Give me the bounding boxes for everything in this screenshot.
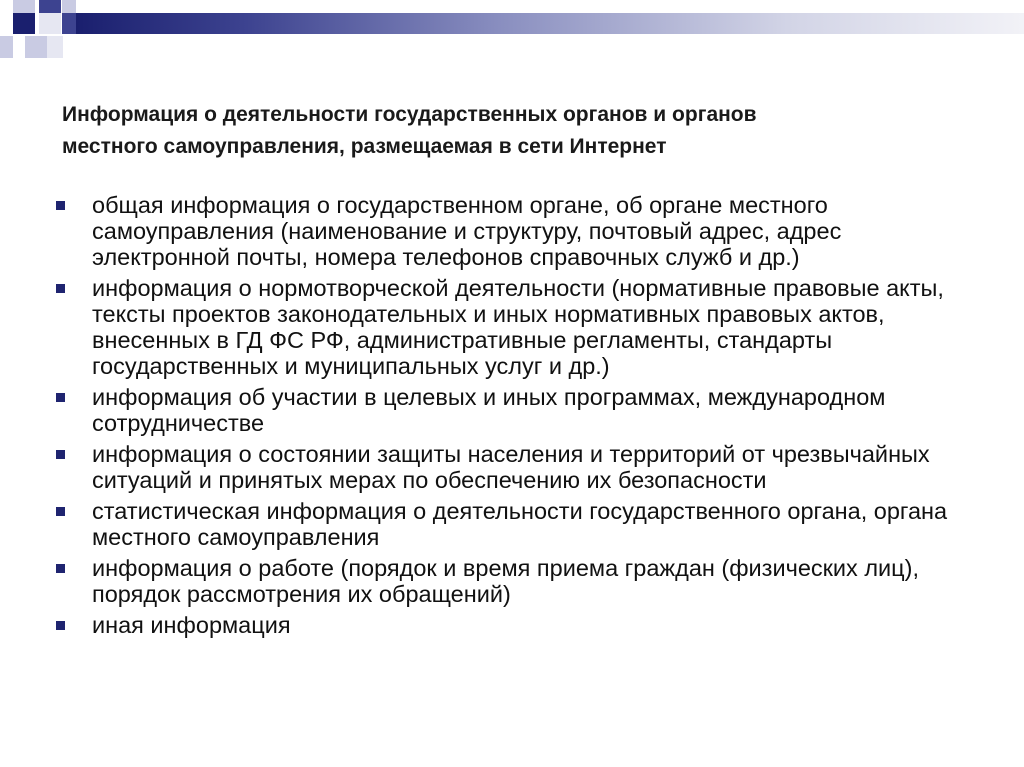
square-bullet-icon <box>56 284 65 293</box>
bullet-item <box>0 498 1024 550</box>
square-bullet-icon <box>56 621 65 630</box>
bullet-item <box>0 192 1024 270</box>
square-bullet-icon <box>56 507 65 516</box>
title-line-2: местного самоуправления, размещаемая в сети Интернет <box>62 135 667 158</box>
bullet-text: информация об участии в целевых и иных программах, международном сотрудничестве <box>92 384 886 436</box>
deco-square <box>13 13 35 34</box>
bullet-item <box>0 612 1024 638</box>
square-bullet-icon <box>56 201 65 210</box>
deco-square <box>0 36 13 58</box>
header-gradient-bar <box>76 13 1024 34</box>
bullet-item <box>0 275 1024 379</box>
bullet-text: информация о работе (порядок и время приема граждан (физических лиц), порядок рассмотрения их обращений) <box>92 555 919 607</box>
bullet-text: иная информация <box>92 612 291 638</box>
slide-title <box>62 99 962 163</box>
deco-square <box>39 13 61 34</box>
bullet-item <box>0 384 1024 436</box>
deco-square <box>25 36 47 58</box>
deco-square <box>47 36 63 58</box>
bullet-text: информация о нормотворческой деятельности (нормативные правовые акты, тексты проектов законодательных и иных нормативных правовых актов, внесенных в ГД ФС РФ, административные регламенты, стандарты государственных и муниципальных услуг и др.) <box>92 275 944 379</box>
bullet-list <box>0 192 1024 643</box>
square-bullet-icon <box>56 450 65 459</box>
deco-square <box>62 0 76 13</box>
square-bullet-icon <box>56 564 65 573</box>
bullet-item <box>0 441 1024 493</box>
title-line-1: Информация о деятельности государственных органов и органов <box>62 103 757 126</box>
deco-square <box>39 0 61 13</box>
square-bullet-icon <box>56 393 65 402</box>
deco-square <box>62 13 76 34</box>
bullet-item <box>0 555 1024 607</box>
bullet-text: информация о состоянии защиты населения и территорий от чрезвычайных ситуаций и принятых мерах по обеспечению их безопасности <box>92 441 930 493</box>
bullet-text: общая информация о государственном органе, об органе местного самоуправления (наименование и структуру, почтовый адрес, адрес электронной почты, номера телефонов справочных служб и др.) <box>92 192 842 270</box>
bullet-text: статистическая информация о деятельности государственного органа, органа местного самоуправления <box>92 498 948 550</box>
deco-square <box>13 0 35 13</box>
